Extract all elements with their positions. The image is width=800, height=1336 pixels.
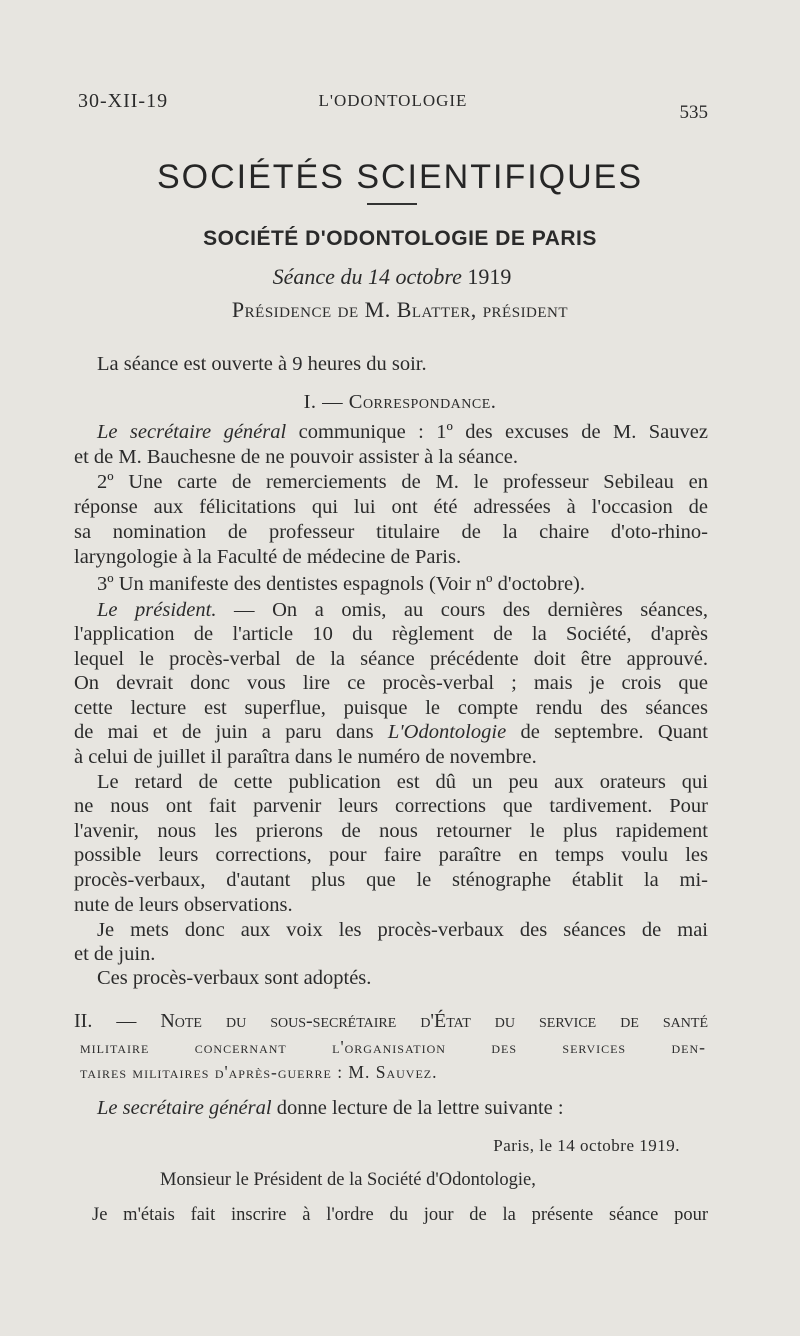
body-line-text: On devrait donc vous lire ce procès-verbal ; mais je crois que	[74, 672, 708, 694]
body-line	[74, 745, 708, 769]
body-line	[97, 598, 708, 622]
body-line	[97, 470, 708, 494]
body-line-text: à celui de juillet il paraîtra dans le numéro de novembre.	[74, 746, 537, 768]
body-line-text: sa nomination de professeur titulaire de la chaire d'oto-rhino-	[74, 521, 708, 543]
body-line	[74, 545, 708, 569]
letter-salutation: Monsieur le Président de la Société d'Odontologie,	[160, 1170, 536, 1190]
title-divider	[367, 203, 417, 205]
body-line	[74, 893, 708, 917]
body-line	[74, 671, 708, 695]
page-title: SOCIÉTÉS SCIENTIFIQUES	[156, 158, 644, 196]
body-line	[74, 868, 708, 892]
page-number: 535	[679, 102, 708, 123]
body-line-prefix: de mai et de juin a paru dans	[74, 721, 388, 743]
section-2-heading-line-3: taires militaires d'après-guerre : M. Sauvez.	[80, 1062, 438, 1082]
body-line-text: — On a omis, au cours des dernières séances,	[216, 599, 709, 621]
body-line	[97, 918, 708, 942]
issue-date: 30-XII-19	[78, 90, 169, 112]
body-line	[97, 420, 708, 444]
body-line	[74, 647, 708, 671]
body-line-text: Le retard de cette publication est dû un peu aux orateurs qui	[97, 771, 708, 793]
body-line-text: de septembre. Quant	[506, 721, 708, 743]
body-line	[74, 942, 708, 966]
body-line-italic: Le secrétaire général	[97, 421, 287, 443]
section-2-number: II.	[74, 1010, 93, 1032]
reading-text: donne lecture de la lettre suivante :	[271, 1097, 564, 1119]
body-line-text: communique : 1º des excuses de M. Sauvez	[286, 421, 708, 443]
letter-date: Paris, le 14 octobre 1919.	[493, 1136, 680, 1155]
body-line	[74, 794, 708, 818]
society-heading: SOCIÉTÉ D'ODONTOLOGIE DE PARIS	[203, 227, 597, 250]
body-line-text: nute de leurs observations.	[74, 894, 293, 916]
body-line-text: ne nous ont fait parvenir leurs corrections que tardivement. Pour	[74, 795, 708, 817]
reading-line	[97, 1096, 708, 1120]
reading-speaker: Le secrétaire général	[97, 1097, 272, 1119]
body-line	[74, 520, 708, 544]
body-line	[74, 622, 708, 646]
section-heading-correspondance: I. — Correspondance.	[303, 391, 497, 413]
body-line	[97, 966, 708, 990]
body-line-italic: L'Odontologie	[387, 721, 507, 743]
body-line	[74, 445, 708, 469]
body-line	[74, 720, 708, 744]
body-line-text: 3º Un manifeste des dentistes espagnols (Voir nº d'octobre).	[97, 573, 585, 595]
body-line-text: cette lecture est superflue, puisque le compte rendu des séances	[74, 697, 708, 719]
body-line	[97, 572, 708, 596]
body-line-text: lequel le procès-verbal de la séance précédente doit être approuvé.	[74, 648, 708, 670]
body-line	[74, 696, 708, 720]
body-line-text: 2º Une carte de remerciements de M. le professeur Sebileau en	[97, 471, 708, 493]
body-line-text: réponse aux félicitations qui lui ont été adressées à l'occasion de	[74, 496, 708, 518]
section-2-heading-line-1	[74, 1009, 708, 1033]
section-2-heading-line-2: militaire concernant l'organisation des services den-	[80, 1037, 706, 1057]
body-line-text: et de M. Bauchesne de ne pouvoir assister à la séance.	[74, 446, 519, 468]
body-line-text: l'avenir, nous les prierons de nous retourner le plus rapidement	[74, 820, 708, 842]
seance-year: 1919	[467, 264, 512, 289]
opening-line: La séance est ouverte à 9 heures du soir.	[97, 353, 427, 375]
presidence-line: Présidence de M. Blatter, président	[231, 297, 569, 322]
seance-date	[0, 264, 784, 290]
journal-name: L'ODONTOLOGIE	[318, 91, 468, 110]
running-header	[78, 90, 708, 123]
body-line-text: Je mets donc aux voix les procès-verbaux des séances de mai	[97, 919, 708, 941]
body-line-text: et de juin.	[74, 943, 156, 965]
body-line-text: l'application de l'article 10 du règlement de la Société, d'après	[74, 623, 708, 645]
seance-label: Séance du 14 octobre	[272, 264, 462, 289]
letter-first-line: Je m'étais fait inscrire à l'ordre du jour de la présente séance pour	[92, 1205, 708, 1225]
body-line	[97, 770, 708, 794]
section-2-title-1: — Note du sous-secrétaire d'État du service de santé	[116, 1010, 708, 1032]
body-line	[74, 495, 708, 519]
body-line-text: Ces procès-verbaux sont adoptés.	[97, 967, 372, 989]
body-line-text: procès-verbaux, d'autant plus que le sténographe établit la mi-	[74, 869, 708, 891]
body-line	[74, 843, 708, 867]
body-line-italic: Le président.	[97, 599, 217, 621]
body-line	[74, 819, 708, 843]
body-line-text: possible leurs corrections, pour faire paraître en temps voulu les	[74, 844, 708, 866]
body-line-text: laryngologie à la Faculté de médecine de Paris.	[74, 546, 462, 568]
